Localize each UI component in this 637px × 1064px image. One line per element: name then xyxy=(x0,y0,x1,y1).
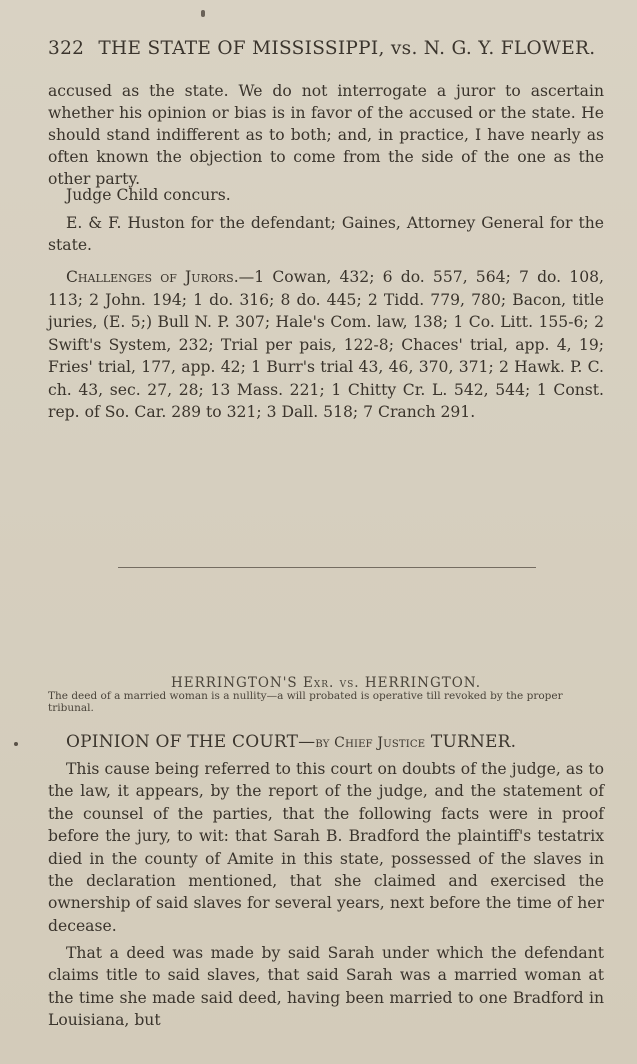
ink-speck xyxy=(201,10,205,17)
opinion-paragraph-2: That a deed was made by said Sarah under which the defendant claims title to said slaves, that said Sarah was a married woman at the time she made said deed, having been married to one Bradford in Louisiana, but xyxy=(48,944,604,1030)
margin-mark xyxy=(14,742,18,746)
opinion-heading xyxy=(66,732,604,752)
citations-list: —1 Cowan, 432; 6 do. 557, 564; 7 do. 108, 113; 2 John. 194; 1 do. 316; 8 do. 445; 2 Tidd. 779, 780; Bacon, title juries, (E. 5;) Bull N. P. 307; Hale's Com. law, 138; 1 Co. Litt. 155-6; 2 Swift's System, 232; Trial per pais, 122-8; Chaces' trial, app. 4, 19; Fries' trial, 177, app. 42; 1 Burr's trial 43, 46, 370, 371; 2 Hawk. P. C. ch. 43, sec. 27, 28; 13 Mass. 221; 1 Chitty Cr. L. 542, 544; 1 Const. rep. of So. Car. 289 to 321; 3 Dall. 518; 7 Cranch 291. xyxy=(48,268,604,421)
continued-paragraph: accused as the state. We do not interrogate a juror to ascertain whether his opinion or bias is in favor of the accused or the state. He should stand indifferent as to both; and, in practice, I have nearly as often known the objection to come from the side of the one as the other party. xyxy=(48,82,604,188)
case-headnote: The deed of a married woman is a nullity—a will probated is operative till revoked by the proper tribunal. xyxy=(48,690,563,714)
opinion-lead: OPINION OF THE COURT— xyxy=(66,732,316,752)
case-title: HERRINGTON'S Exr. vs. HERRINGTON. xyxy=(170,675,482,691)
running-header xyxy=(48,38,596,59)
page-number: 322 xyxy=(48,38,85,59)
concurrence-line: Judge Child concurs. xyxy=(66,186,231,204)
citations-lead: Challenges of Jurors. xyxy=(66,268,239,286)
running-title: THE STATE OF MISSISSIPPI, vs. N. G. Y. FLOWER. xyxy=(98,38,596,59)
citations-paragraph xyxy=(48,266,604,424)
section-divider xyxy=(118,567,536,568)
counsel-line: E. & F. Huston for the defendant; Gaines, Attorney General for the state. xyxy=(48,214,604,254)
opinion-by: by Chief Justice xyxy=(315,735,426,751)
opinion-paragraph-1: This cause being referred to this court on doubts of the judge, as to the law, it appears, by the report of the judge, and the statement of the counsel of the parties, that the following facts were in proof before the jury, to wit: that Sarah B. Bradford the plaintiff's testatrix died in the county of Amite in this state, possessed of the slaves in the declaration mentioned, that she claimed and exercised the ownership of said slaves for several years, next before the time of her decease. xyxy=(48,760,604,935)
opinion-judge: TURNER. xyxy=(430,732,517,752)
